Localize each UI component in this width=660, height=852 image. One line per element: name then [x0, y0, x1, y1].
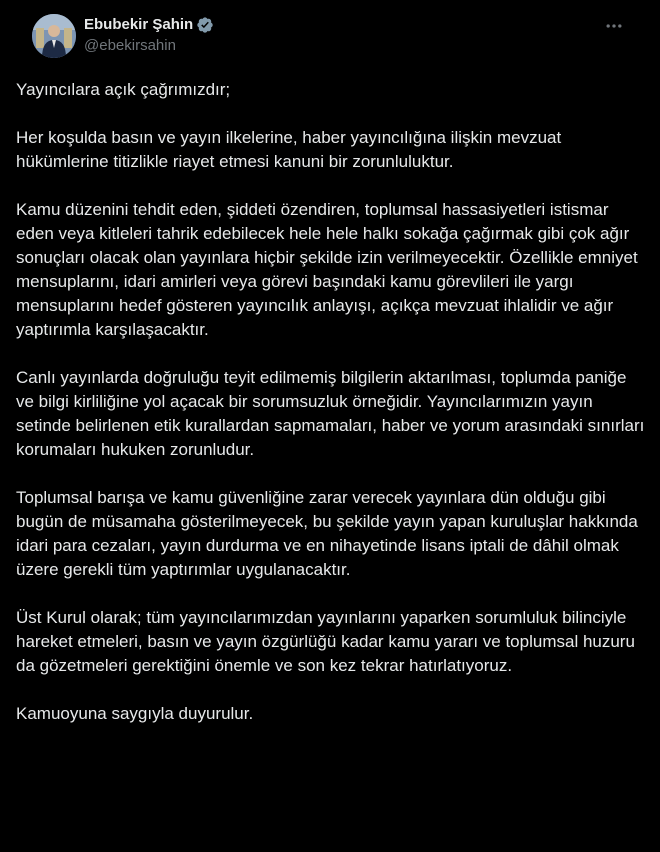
tweet-header	[16, 0, 644, 72]
author-names	[84, 15, 214, 56]
tweet-text	[16, 78, 648, 750]
tweet-paragraph: Yayıncılara açık çağrımızdır;	[16, 80, 231, 99]
avatar[interactable]	[32, 14, 76, 58]
tweet-paragraph: Her koşulda basın ve yayın ilkelerine, haber yayıncılığına ilişkin mevzuat hükümlerine titizlikle riayet etmesi kanuni bir zorunluluktur.	[16, 128, 562, 171]
more-options-icon[interactable]	[600, 14, 628, 38]
tweet-paragraph: Üst Kurul olarak; tüm yayıncılarımızdan yayınlarını yaparken sorumluluk bilinciyle hareket etmeleri, basın ve yayın özgürlüğü kadar kamu yararı ve toplumsal huzuru da gözetmeleri gerektiğini önemle ve son kez tekrar hatırlatıyoruz.	[16, 608, 635, 675]
tweet-paragraph: Canlı yayınlarda doğruluğu teyit edilmemiş bilgilerin aktarılması, toplumda paniğe ve bilgi kirliliğine yol açacak bir sorumsuzluk örneğidir. Yayıncılarımızın yayın setinde belirlenen etik kurallardan sapmamaları, haber ve yorum arasındaki sınırları korumaları hukuken zorunludur.	[16, 368, 645, 459]
verified-badge-icon[interactable]	[196, 16, 214, 34]
author-display-name[interactable]: Ebubekir Şahin	[84, 16, 194, 33]
tweet-paragraph: Kamuoyuna saygıyla duyurulur.	[16, 704, 254, 723]
tweet-paragraph: Toplumsal barışa ve kamu güvenliğine zarar verecek yayınlara dün olduğu gibi bugün de müsamaha gösterilmeyecek, bu şekilde yayın yapan kuruluşlar hakkında idari para cezaları, yayın durdurma ve en nihayetinde lisans iptali de dâhil olmak üzere gerekli tüm yaptırımlar uygulanacaktır.	[16, 488, 638, 579]
author-handle[interactable]: @ebekirsahin	[84, 37, 176, 54]
name-row	[84, 15, 214, 35]
tweet-paragraph: Kamu düzenini tehdit eden, şiddeti özendiren, toplumsal hassasiyetleri istismar eden veya kitleleri tahrik edebilecek hele hele halkı sokağa çağırmak gibi çok ağır sonuçları olacak olan yayınlara hiçbir şekilde izin verilmeyecektir. Özellikle emniyet mensuplarını, idari amirleri veya görevi başındaki kamu görevlileri ile yargı mensuplarını hedef gösteren yayıncılık anlayışı, açıkça mevzuat ihlalidir ve ağır yaptırımla karşılaşacaktır.	[16, 200, 638, 339]
avatar-image	[32, 14, 76, 58]
